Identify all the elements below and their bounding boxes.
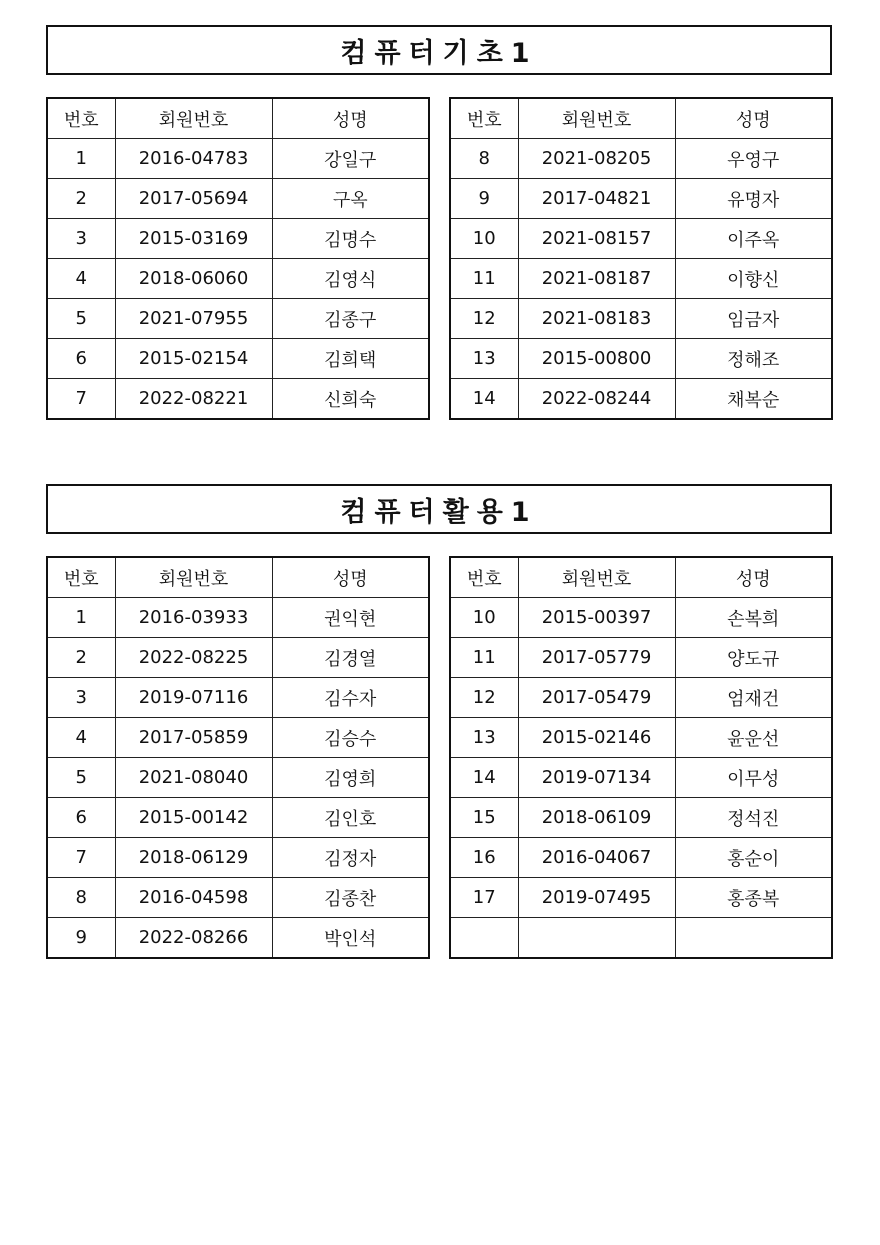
cell-member-id: 2021-08187	[518, 259, 675, 299]
table-row	[47, 379, 429, 420]
cell-member-id: 2015-00397	[518, 598, 675, 638]
table-row	[450, 918, 832, 959]
cell-member-id: 2017-05779	[518, 638, 675, 678]
cell-number: 1	[47, 139, 115, 179]
cell-member-id: 2021-08205	[518, 139, 675, 179]
table-row	[47, 878, 429, 918]
cell-name: 정석진	[675, 798, 832, 838]
cell-number: 13	[450, 718, 518, 758]
header-number: 번호	[47, 98, 115, 139]
cell-member-id: 2021-08157	[518, 219, 675, 259]
table-row	[450, 299, 832, 339]
table-row	[450, 798, 832, 838]
table-row	[47, 339, 429, 379]
cell-name: 임금자	[675, 299, 832, 339]
table-row	[450, 179, 832, 219]
cell-name	[675, 918, 832, 959]
header-member-id: 회원번호	[518, 557, 675, 598]
cell-name: 김영희	[272, 758, 429, 798]
cell-member-id: 2022-08225	[115, 638, 272, 678]
table-row	[450, 718, 832, 758]
header-number: 번호	[450, 557, 518, 598]
cell-name: 이향신	[675, 259, 832, 299]
cell-member-id: 2016-03933	[115, 598, 272, 638]
cell-name: 김종찬	[272, 878, 429, 918]
cell-name: 채복순	[675, 379, 832, 420]
table-row	[450, 598, 832, 638]
cell-name: 우영구	[675, 139, 832, 179]
cell-member-id: 2016-04598	[115, 878, 272, 918]
table-row	[450, 878, 832, 918]
cell-number: 15	[450, 798, 518, 838]
table-row	[47, 758, 429, 798]
cell-number: 12	[450, 299, 518, 339]
cell-member-id: 2022-08244	[518, 379, 675, 420]
cell-name: 김경열	[272, 638, 429, 678]
cell-name: 엄재건	[675, 678, 832, 718]
cell-number: 9	[47, 918, 115, 959]
cell-number: 13	[450, 339, 518, 379]
cell-name: 홍종복	[675, 878, 832, 918]
table-row	[47, 678, 429, 718]
cell-number: 3	[47, 219, 115, 259]
table-row	[450, 838, 832, 878]
cell-number: 14	[450, 758, 518, 798]
cell-number: 14	[450, 379, 518, 420]
cell-name: 신희숙	[272, 379, 429, 420]
section-title: 컴퓨터활용1	[46, 484, 832, 534]
cell-name: 구옥	[272, 179, 429, 219]
cell-name: 홍순이	[675, 838, 832, 878]
cell-number: 16	[450, 838, 518, 878]
cell-member-id: 2021-08040	[115, 758, 272, 798]
cell-number: 6	[47, 339, 115, 379]
cell-name: 양도규	[675, 638, 832, 678]
table-header-row	[47, 98, 429, 139]
cell-member-id: 2017-05479	[518, 678, 675, 718]
header-name: 성명	[675, 98, 832, 139]
table-row	[47, 838, 429, 878]
roster-table-left	[46, 97, 430, 420]
header-number: 번호	[450, 98, 518, 139]
cell-number: 8	[47, 878, 115, 918]
cell-name: 김영식	[272, 259, 429, 299]
header-name: 성명	[272, 557, 429, 598]
cell-number: 2	[47, 179, 115, 219]
cell-name: 김승수	[272, 718, 429, 758]
header-member-id: 회원번호	[115, 98, 272, 139]
cell-number: 1	[47, 598, 115, 638]
cell-name: 이주옥	[675, 219, 832, 259]
header-name: 성명	[272, 98, 429, 139]
cell-number: 7	[47, 838, 115, 878]
table-row	[47, 259, 429, 299]
table-row	[47, 299, 429, 339]
cell-number: 8	[450, 139, 518, 179]
cell-member-id: 2017-05859	[115, 718, 272, 758]
cell-number: 10	[450, 598, 518, 638]
cell-number: 5	[47, 299, 115, 339]
cell-name: 권익현	[272, 598, 429, 638]
table-row	[47, 718, 429, 758]
cell-member-id: 2021-07955	[115, 299, 272, 339]
cell-name: 손복희	[675, 598, 832, 638]
section-title: 컴퓨터기초1	[46, 25, 832, 75]
table-row	[450, 758, 832, 798]
cell-number: 3	[47, 678, 115, 718]
table-header-row	[450, 98, 832, 139]
cell-name: 박인석	[272, 918, 429, 959]
roster-table-left	[46, 556, 430, 959]
table-row	[47, 638, 429, 678]
cell-name: 김수자	[272, 678, 429, 718]
table-row	[450, 259, 832, 299]
header-name: 성명	[675, 557, 832, 598]
cell-name: 정해조	[675, 339, 832, 379]
cell-number: 17	[450, 878, 518, 918]
cell-number: 9	[450, 179, 518, 219]
table-row	[47, 918, 429, 959]
cell-member-id: 2019-07134	[518, 758, 675, 798]
table-header-row	[450, 557, 832, 598]
table-row	[47, 139, 429, 179]
cell-number: 4	[47, 718, 115, 758]
cell-member-id: 2015-02154	[115, 339, 272, 379]
cell-number: 10	[450, 219, 518, 259]
table-row	[450, 638, 832, 678]
table-row	[47, 598, 429, 638]
cell-number: 12	[450, 678, 518, 718]
table-row	[47, 179, 429, 219]
table-row	[450, 678, 832, 718]
cell-member-id: 2015-00800	[518, 339, 675, 379]
cell-number: 5	[47, 758, 115, 798]
cell-name: 유명자	[675, 179, 832, 219]
cell-member-id: 2022-08266	[115, 918, 272, 959]
cell-member-id: 2017-05694	[115, 179, 272, 219]
roster-table-right	[449, 97, 833, 420]
cell-member-id: 2016-04783	[115, 139, 272, 179]
cell-name: 강일구	[272, 139, 429, 179]
cell-member-id: 2022-08221	[115, 379, 272, 420]
cell-name: 김명수	[272, 219, 429, 259]
cell-member-id: 2018-06129	[115, 838, 272, 878]
cell-name: 이무성	[675, 758, 832, 798]
cell-name: 윤운선	[675, 718, 832, 758]
cell-number: 2	[47, 638, 115, 678]
cell-member-id: 2019-07495	[518, 878, 675, 918]
cell-name: 김종구	[272, 299, 429, 339]
header-member-id: 회원번호	[518, 98, 675, 139]
cell-number: 7	[47, 379, 115, 420]
cell-name: 김정자	[272, 838, 429, 878]
table-row	[450, 339, 832, 379]
cell-number: 11	[450, 259, 518, 299]
cell-member-id: 2019-07116	[115, 678, 272, 718]
table-row	[47, 798, 429, 838]
header-number: 번호	[47, 557, 115, 598]
cell-member-id: 2018-06060	[115, 259, 272, 299]
cell-number: 11	[450, 638, 518, 678]
table-row	[47, 219, 429, 259]
cell-member-id: 2017-04821	[518, 179, 675, 219]
cell-number	[450, 918, 518, 959]
cell-number: 6	[47, 798, 115, 838]
cell-number: 4	[47, 259, 115, 299]
table-header-row	[47, 557, 429, 598]
cell-member-id: 2021-08183	[518, 299, 675, 339]
roster-table-right	[449, 556, 833, 959]
cell-member-id: 2015-00142	[115, 798, 272, 838]
table-row	[450, 379, 832, 420]
cell-member-id: 2016-04067	[518, 838, 675, 878]
cell-member-id: 2015-02146	[518, 718, 675, 758]
cell-member-id: 2015-03169	[115, 219, 272, 259]
cell-member-id: 2018-06109	[518, 798, 675, 838]
cell-name: 김인호	[272, 798, 429, 838]
table-row	[450, 219, 832, 259]
cell-name: 김희택	[272, 339, 429, 379]
table-row	[450, 139, 832, 179]
cell-member-id	[518, 918, 675, 959]
header-member-id: 회원번호	[115, 557, 272, 598]
